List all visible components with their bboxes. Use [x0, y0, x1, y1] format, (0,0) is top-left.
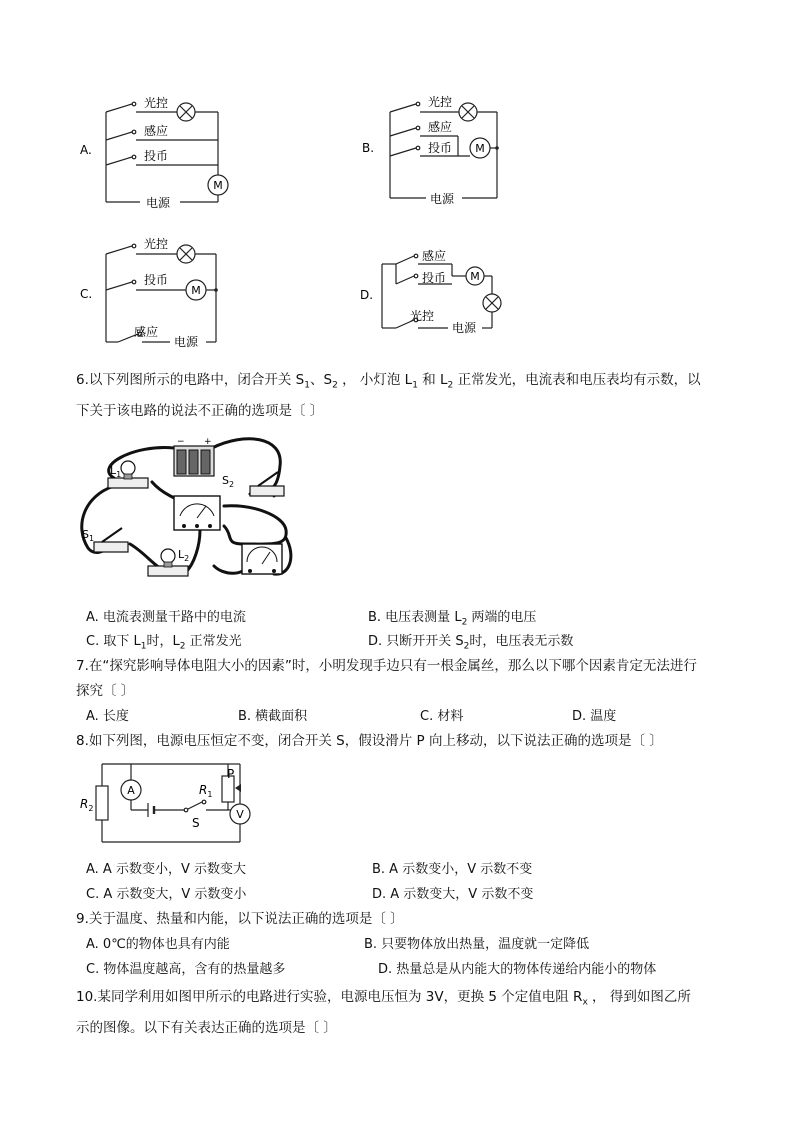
svg-text:M: M — [475, 142, 485, 155]
label-r2: $R_2$ — [80, 797, 94, 813]
lamp-icon — [177, 103, 195, 121]
power-label: 电源 — [452, 321, 477, 335]
option-letter: B. — [362, 141, 375, 155]
switch-label-coin: 投币 — [144, 149, 169, 163]
q8-option-a: A. A 示数变小，V 示数变大 — [86, 862, 246, 877]
label-s1: $S_1$ — [82, 528, 95, 543]
label-s2: $S_2$ — [222, 474, 235, 489]
switch-label-sensor: 感应 — [134, 325, 159, 339]
q5-option-b-figure — [362, 86, 522, 211]
q8-circuit-figure — [78, 758, 268, 848]
label-s: S — [192, 816, 200, 830]
power-label: 电源 — [174, 335, 199, 349]
motor-icon — [466, 267, 484, 285]
option-letter: C. — [80, 287, 93, 301]
svg-text:−: − — [177, 437, 185, 447]
q10-stem — [76, 986, 726, 1039]
power-label: 电源 — [146, 196, 171, 210]
q6-option-b: B. 电压表测量 $L_2$ 两端的电压 — [368, 610, 537, 628]
switch-label-sensor: 感应 — [422, 249, 447, 263]
q5-option-d-figure — [360, 244, 530, 344]
slider-arrow-icon — [235, 784, 241, 792]
lamp-icon — [177, 245, 195, 263]
voltmeter-icon — [242, 544, 282, 574]
q6-circuit-figure — [74, 426, 296, 586]
q8-option-c: C. A 示数变大，V 示数变小 — [86, 887, 247, 902]
svg-text:+: + — [204, 437, 212, 447]
q9-stem: 9.关于温度、热量和内能，以下说法正确的选项是〔 〕 — [76, 911, 404, 927]
q6-option-a: A. 电流表测量干路中的电流 — [86, 610, 246, 625]
svg-text:M: M — [191, 284, 201, 297]
switch-label-coin: 投币 — [144, 273, 169, 287]
q7-stem: 7.在“探究影响导体电阻大小的因素”时，小明发现手边只有一根金属丝，那么以下哪个因素肯定无法进行 探究〔 〕 — [76, 658, 697, 699]
battery-icon — [174, 437, 214, 476]
power-label: 电源 — [430, 192, 455, 206]
svg-text:A: A — [127, 784, 135, 797]
label-l1: $L_1$ — [110, 464, 122, 479]
option-letter: A. — [80, 143, 92, 157]
option-letter: D. — [360, 288, 374, 302]
q9-option-d: D. 热量总是从内能大的物体传递给内能小的物体 — [378, 962, 657, 977]
lamp-icon — [459, 103, 477, 121]
switch-label-sensor: 感应 — [428, 120, 453, 134]
label-r1: $R_1$ — [199, 783, 213, 799]
resistor-r2 — [96, 786, 108, 820]
q6-option-c: C. 取下 $L_1$时，$L_2$ 正常发光 — [86, 634, 242, 652]
ammeter-icon — [174, 496, 220, 530]
q6-option-d: D. 只断开开关 $S_2$时，电压表无示数 — [368, 634, 574, 652]
switch-label-coin: 投币 — [422, 271, 447, 285]
label-l2: $L_2$ — [178, 548, 190, 563]
switch-label-light: 光控 — [410, 309, 435, 323]
q7-option-b: B. 横截面积 — [238, 709, 308, 724]
q6-stem-line1: 6.以下列图所示的电路中，闭合开关 $S_1$、$S_2$ ， 小灯泡 $L_1$ 和 $L_2$ 正常发光，电流表和电压表均有示数，以 — [76, 372, 701, 391]
q7-option-a: A. 长度 — [86, 709, 129, 724]
q9-option-a: A. 0℃的物体也具有内能 — [86, 937, 230, 952]
motor-icon — [470, 138, 490, 158]
motor-icon — [186, 280, 206, 300]
q6-stem — [76, 369, 726, 422]
q5-option-a-figure — [80, 90, 320, 215]
q10-stem-line1: 10.某同学利用如图甲所示的电路进行实验，电源电压恒为 3V，更换 5 个定值电阻 $R_x$ ， 得到如图乙所 — [76, 989, 691, 1008]
battery-icon — [148, 803, 154, 817]
q8-stem: 8.如下列图，电源电压恒定不变，闭合开关 S，假设滑片 P 向上移动，以下说法正确的选项是〔 〕 — [76, 733, 663, 749]
q9-option-b: B. 只要物体放出热量，温度就一定降低 — [364, 937, 590, 952]
switch-label-light: 光控 — [144, 237, 169, 251]
svg-text:M: M — [213, 179, 223, 192]
motor-icon — [208, 175, 228, 195]
q7-option-c: C. 材料 — [420, 709, 464, 724]
svg-text:M: M — [470, 270, 480, 283]
q5-option-c-figure — [80, 232, 320, 357]
ammeter-icon — [121, 780, 141, 800]
q8-option-b: B. A 示数变小，V 示数不变 — [372, 862, 533, 877]
q9-option-c: C. 物体温度越高，含有的热量越多 — [86, 962, 286, 977]
lamp-icon — [483, 294, 501, 312]
switch-label-light: 光控 — [144, 96, 169, 110]
switch-label-light: 光控 — [428, 95, 453, 109]
voltmeter-icon — [230, 804, 250, 824]
switch-label-sensor: 感应 — [144, 124, 169, 138]
switch-label-coin: 投币 — [428, 141, 453, 155]
label-p: P — [227, 767, 235, 781]
q6-stem-line2: 下关于该电路的说法不正确的选项是〔 〕 — [76, 402, 324, 419]
switch-s1-icon — [94, 528, 128, 552]
q8-option-d: D. A 示数变大，V 示数不变 — [372, 887, 534, 902]
q7-option-d: D. 温度 — [572, 709, 617, 724]
svg-text:V: V — [236, 808, 244, 821]
q10-stem-line2: 示的图像。以下有关表达正确的选项是〔 〕 — [76, 1019, 337, 1036]
